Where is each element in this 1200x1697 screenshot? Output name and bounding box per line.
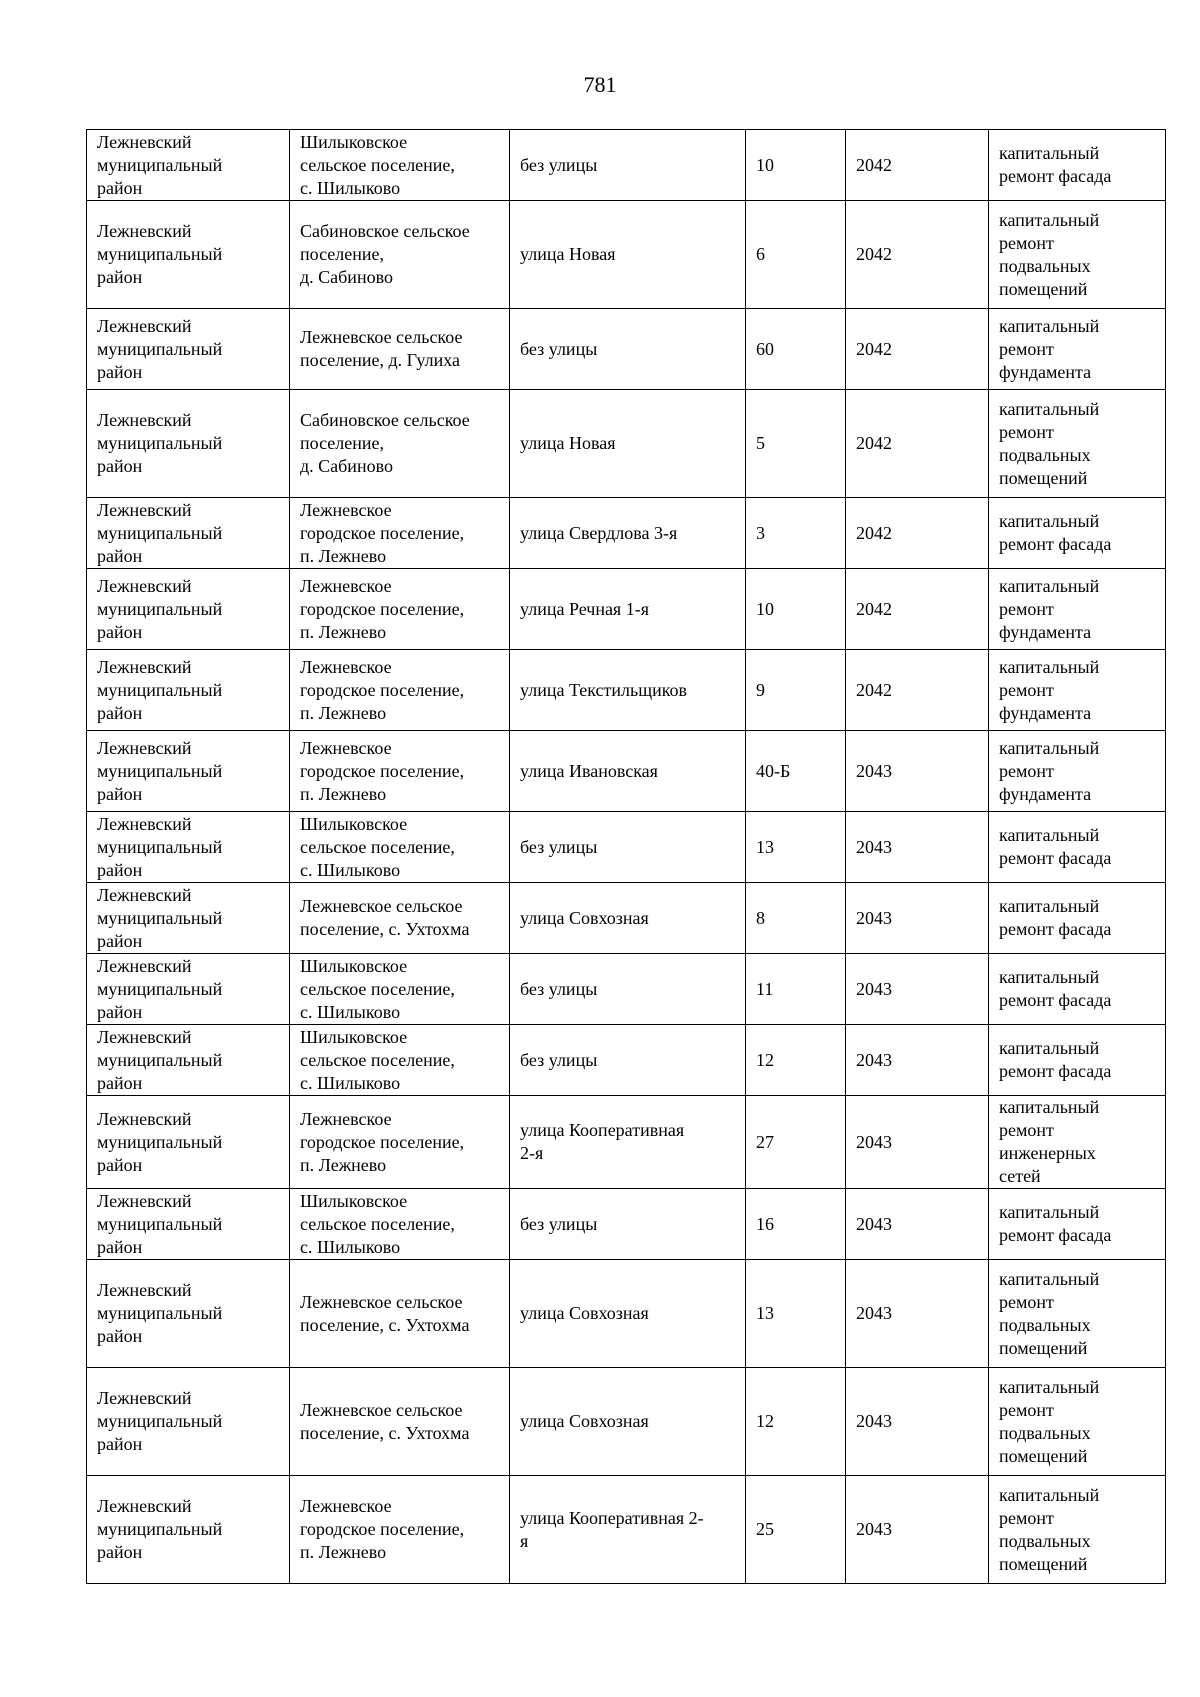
year-cell-text: 2042	[856, 154, 892, 175]
year-cell	[846, 1189, 989, 1260]
settlement-cell	[290, 1260, 510, 1368]
repair-type-cell-text: капитальный ремонт подвальных помещений	[999, 1376, 1100, 1466]
year-cell	[846, 731, 989, 812]
house-number-cell	[746, 569, 846, 650]
repair-type-cell	[989, 1025, 1166, 1096]
year-cell	[846, 1096, 989, 1189]
house-number-cell-text: 8	[756, 907, 765, 928]
street-cell-text: улица Совхозная	[520, 907, 649, 928]
settlement-cell	[290, 812, 510, 883]
street-cell-text: улица Новая	[520, 433, 616, 453]
district-cell	[87, 1260, 290, 1368]
housing-repair-table	[86, 129, 1166, 1584]
settlement-cell-text: Лежневское городское поселение, п. Лежнево	[300, 1496, 465, 1562]
house-number-cell	[746, 1025, 846, 1096]
settlement-cell	[290, 883, 510, 954]
repair-type-cell	[989, 130, 1166, 201]
district-cell	[87, 498, 290, 569]
year-cell-text: 2042	[856, 433, 892, 453]
repair-type-cell-text: капитальный ремонт фундамента	[999, 656, 1100, 723]
district-cell	[87, 731, 290, 812]
street-cell-text: улица Ивановская	[520, 760, 658, 781]
table-row	[87, 1189, 1166, 1260]
street-cell-text: без улицы	[520, 978, 598, 999]
settlement-cell-text: Шилыковское сельское поселение, с. Шилыково	[300, 955, 455, 1022]
district-cell-text: Лежневский муниципальный район	[97, 1280, 223, 1346]
repair-type-cell-text: капитальный ремонт фасада	[999, 896, 1112, 939]
repair-type-cell	[989, 309, 1166, 390]
street-cell	[510, 650, 746, 731]
district-cell	[87, 569, 290, 650]
year-cell	[846, 569, 989, 650]
settlement-cell	[290, 309, 510, 390]
house-number-cell-text: 12	[756, 1411, 774, 1431]
house-number-cell	[746, 883, 846, 954]
table-row	[87, 390, 1166, 498]
house-number-cell	[746, 650, 846, 731]
street-cell-text: без улицы	[520, 1049, 598, 1070]
year-cell	[846, 812, 989, 883]
street-cell-text: без улицы	[520, 1213, 598, 1234]
house-number-cell-text: 40-Б	[756, 760, 791, 781]
repair-type-cell	[989, 201, 1166, 309]
repair-type-cell	[989, 569, 1166, 650]
year-cell-text: 2042	[856, 244, 892, 264]
year-cell	[846, 1476, 989, 1584]
house-number-cell-text: 6	[756, 244, 765, 264]
settlement-cell	[290, 1368, 510, 1476]
settlement-cell	[290, 130, 510, 201]
year-cell-text: 2043	[856, 1519, 892, 1539]
district-cell	[87, 1025, 290, 1096]
settlement-cell	[290, 731, 510, 812]
table-row	[87, 812, 1166, 883]
street-cell	[510, 1260, 746, 1368]
repair-type-cell	[989, 650, 1166, 731]
table-row	[87, 130, 1166, 201]
repair-type-cell	[989, 1368, 1166, 1476]
repair-type-cell	[989, 954, 1166, 1025]
district-cell-text: Лежневский муниципальный район	[97, 221, 223, 287]
table-row	[87, 201, 1166, 309]
year-cell-text: 2043	[856, 1131, 892, 1152]
street-cell	[510, 812, 746, 883]
settlement-cell	[290, 1025, 510, 1096]
district-cell	[87, 812, 290, 883]
year-cell	[846, 130, 989, 201]
street-cell-text: без улицы	[520, 338, 598, 359]
house-number-cell	[746, 498, 846, 569]
house-number-cell	[746, 812, 846, 883]
district-cell-text: Лежневский муниципальный район	[97, 499, 223, 566]
settlement-cell	[290, 1096, 510, 1189]
repair-type-cell-text: капитальный ремонт фасада	[999, 511, 1112, 554]
year-cell-text: 2042	[856, 598, 892, 619]
street-cell-text: улица Новая	[520, 244, 616, 264]
district-cell-text: Лежневский муниципальный район	[97, 884, 223, 951]
house-number-cell	[746, 731, 846, 812]
page-number: 781	[583, 72, 617, 97]
year-cell	[846, 390, 989, 498]
year-cell-text: 2043	[856, 1411, 892, 1431]
house-number-cell	[746, 1476, 846, 1584]
house-number-cell	[746, 201, 846, 309]
repair-type-cell	[989, 812, 1166, 883]
street-cell-text: улица Кооперативная 2- я	[520, 1507, 704, 1551]
district-cell	[87, 1096, 290, 1189]
repair-type-cell-text: капитальный ремонт подвальных помещений	[999, 1484, 1100, 1574]
house-number-cell	[746, 1096, 846, 1189]
year-cell	[846, 954, 989, 1025]
year-cell-text: 2043	[856, 1213, 892, 1234]
district-cell-text: Лежневский муниципальный район	[97, 1388, 223, 1454]
district-cell-text: Лежневский муниципальный район	[97, 737, 223, 804]
year-cell	[846, 1260, 989, 1368]
settlement-cell-text: Лежневское городское поселение, п. Лежнево	[300, 499, 465, 566]
street-cell-text: улица Свердлова 3-я	[520, 522, 678, 543]
district-cell-text: Лежневский муниципальный район	[97, 955, 223, 1022]
house-number-cell-text: 11	[756, 978, 774, 999]
settlement-cell-text: Лежневское сельское поселение, с. Ухтохма	[300, 1399, 470, 1443]
repair-type-cell	[989, 1260, 1166, 1368]
district-cell-text: Лежневский муниципальный район	[97, 1108, 223, 1175]
repair-type-cell-text: капитальный ремонт фасада	[999, 143, 1112, 186]
table-row	[87, 1260, 1166, 1368]
year-cell	[846, 883, 989, 954]
district-cell-text: Лежневский муниципальный район	[97, 1496, 223, 1562]
table-row	[87, 309, 1166, 390]
house-number-cell	[746, 1189, 846, 1260]
district-cell-text: Лежневский муниципальный район	[97, 1190, 223, 1257]
house-number-cell	[746, 1368, 846, 1476]
year-cell	[846, 498, 989, 569]
district-cell	[87, 1476, 290, 1584]
settlement-cell	[290, 390, 510, 498]
settlement-cell-text: Шилыковское сельское поселение, с. Шилыково	[300, 131, 455, 198]
district-cell	[87, 309, 290, 390]
house-number-cell	[746, 954, 846, 1025]
house-number-cell-text: 3	[756, 522, 765, 543]
district-cell	[87, 130, 290, 201]
house-number-cell	[746, 130, 846, 201]
year-cell-text: 2043	[856, 1049, 892, 1070]
district-cell	[87, 1189, 290, 1260]
settlement-cell-text: Лежневское городское поселение, п. Лежнево	[300, 575, 465, 642]
settlement-cell	[290, 569, 510, 650]
house-number-cell	[746, 1260, 846, 1368]
repair-type-cell-text: капитальный ремонт фундамента	[999, 315, 1100, 382]
street-cell	[510, 498, 746, 569]
district-cell	[87, 883, 290, 954]
year-cell-text: 2042	[856, 338, 892, 359]
settlement-cell-text: Лежневское сельское поселение, с. Ухтохма	[300, 1291, 470, 1335]
table-row	[87, 1368, 1166, 1476]
street-cell-text: улица Речная 1-я	[520, 598, 649, 619]
repair-type-cell-text: капитальный ремонт подвальных помещений	[999, 1268, 1100, 1358]
repair-type-cell-text: капитальный ремонт инженерных сетей	[999, 1097, 1100, 1186]
street-cell-text: улица Совхозная	[520, 1411, 649, 1431]
settlement-cell-text: Сабиновское сельское поселение, д. Сабиново	[300, 410, 470, 476]
street-cell	[510, 731, 746, 812]
settlement-cell-text: Сабиновское сельское поселение, д. Сабиново	[300, 221, 470, 287]
street-cell	[510, 883, 746, 954]
district-cell-text: Лежневский муниципальный район	[97, 575, 223, 642]
house-number-cell-text: 13	[756, 1303, 774, 1323]
year-cell	[846, 1368, 989, 1476]
settlement-cell	[290, 954, 510, 1025]
district-cell-text: Лежневский муниципальный район	[97, 1026, 223, 1093]
district-cell	[87, 954, 290, 1025]
street-cell	[510, 1096, 746, 1189]
house-number-cell-text: 10	[756, 154, 774, 175]
settlement-cell-text: Лежневское городское поселение, п. Лежнево	[300, 656, 465, 723]
table-body	[87, 130, 1166, 1584]
settlement-cell	[290, 1189, 510, 1260]
year-cell	[846, 1025, 989, 1096]
street-cell	[510, 130, 746, 201]
repair-type-cell-text: капитальный ремонт подвальных помещений	[999, 209, 1100, 299]
district-cell-text: Лежневский муниципальный район	[97, 131, 223, 198]
repair-type-cell	[989, 731, 1166, 812]
street-cell	[510, 1189, 746, 1260]
street-cell-text: улица Совхозная	[520, 1303, 649, 1323]
house-number-cell-text: 12	[756, 1049, 774, 1070]
table-row	[87, 1025, 1166, 1096]
repair-type-cell	[989, 883, 1166, 954]
repair-type-cell	[989, 1189, 1166, 1260]
house-number-cell-text: 60	[756, 338, 774, 359]
district-cell-text: Лежневский муниципальный район	[97, 656, 223, 723]
table-row	[87, 731, 1166, 812]
street-cell-text: без улицы	[520, 836, 598, 857]
year-cell-text: 2043	[856, 836, 892, 857]
settlement-cell	[290, 201, 510, 309]
district-cell	[87, 390, 290, 498]
district-cell	[87, 1368, 290, 1476]
street-cell	[510, 569, 746, 650]
repair-type-cell-text: капитальный ремонт фасада	[999, 1202, 1112, 1245]
year-cell	[846, 650, 989, 731]
street-cell	[510, 1476, 746, 1584]
year-cell	[846, 309, 989, 390]
repair-type-cell-text: капитальный ремонт фасада	[999, 967, 1112, 1010]
table-row	[87, 650, 1166, 731]
settlement-cell-text: Лежневское городское поселение, п. Лежнево	[300, 737, 465, 804]
settlement-cell-text: Шилыковское сельское поселение, с. Шилыково	[300, 813, 455, 880]
repair-type-cell-text: капитальный ремонт фасада	[999, 1038, 1112, 1081]
house-number-cell	[746, 390, 846, 498]
table-row	[87, 498, 1166, 569]
district-cell	[87, 650, 290, 731]
settlement-cell	[290, 498, 510, 569]
house-number-cell	[746, 309, 846, 390]
year-cell-text: 2043	[856, 978, 892, 999]
table-row	[87, 569, 1166, 650]
street-cell	[510, 390, 746, 498]
repair-type-cell	[989, 1476, 1166, 1584]
settlement-cell-text: Лежневское сельское поселение, д. Гулиха	[300, 327, 463, 370]
year-cell-text: 2042	[856, 522, 892, 543]
street-cell-text: улица Кооперативная 2-я	[520, 1120, 685, 1163]
year-cell-text: 2043	[856, 1303, 892, 1323]
district-cell-text: Лежневский муниципальный район	[97, 410, 223, 476]
house-number-cell-text: 27	[756, 1131, 774, 1152]
year-cell-text: 2043	[856, 907, 892, 928]
repair-type-cell-text: капитальный ремонт фундамента	[999, 575, 1100, 642]
settlement-cell-text: Шилыковское сельское поселение, с. Шилыково	[300, 1190, 455, 1257]
settlement-cell-text: Шилыковское сельское поселение, с. Шилыково	[300, 1026, 455, 1093]
district-cell	[87, 201, 290, 309]
table-row	[87, 1096, 1166, 1189]
repair-type-cell-text: капитальный ремонт подвальных помещений	[999, 398, 1100, 488]
table-row	[87, 883, 1166, 954]
settlement-cell	[290, 650, 510, 731]
street-cell-text: без улицы	[520, 154, 598, 175]
repair-type-cell	[989, 390, 1166, 498]
street-cell	[510, 309, 746, 390]
repair-type-cell	[989, 498, 1166, 569]
settlement-cell-text: Лежневское сельское поселение, с. Ухтохма	[300, 896, 470, 939]
year-cell	[846, 201, 989, 309]
year-cell-text: 2043	[856, 760, 892, 781]
repair-type-cell-text: капитальный ремонт фасада	[999, 825, 1112, 868]
street-cell	[510, 1025, 746, 1096]
street-cell	[510, 954, 746, 1025]
house-number-cell-text: 25	[756, 1519, 774, 1539]
table-row	[87, 954, 1166, 1025]
house-number-cell-text: 16	[756, 1213, 774, 1234]
street-cell-text: улица Текстильщиков	[520, 679, 688, 700]
street-cell	[510, 1368, 746, 1476]
repair-type-cell-text: капитальный ремонт фундамента	[999, 737, 1100, 804]
district-cell-text: Лежневский муниципальный район	[97, 813, 223, 880]
repair-type-cell	[989, 1096, 1166, 1189]
house-number-cell-text: 5	[756, 433, 765, 453]
house-number-cell-text: 13	[756, 836, 774, 857]
table-row	[87, 1476, 1166, 1584]
house-number-cell-text: 10	[756, 598, 774, 619]
settlement-cell-text: Лежневское городское поселение, п. Лежнево	[300, 1108, 465, 1175]
district-cell-text: Лежневский муниципальный район	[97, 315, 223, 382]
house-number-cell-text: 9	[756, 679, 765, 700]
year-cell-text: 2042	[856, 679, 892, 700]
settlement-cell	[290, 1476, 510, 1584]
street-cell	[510, 201, 746, 309]
